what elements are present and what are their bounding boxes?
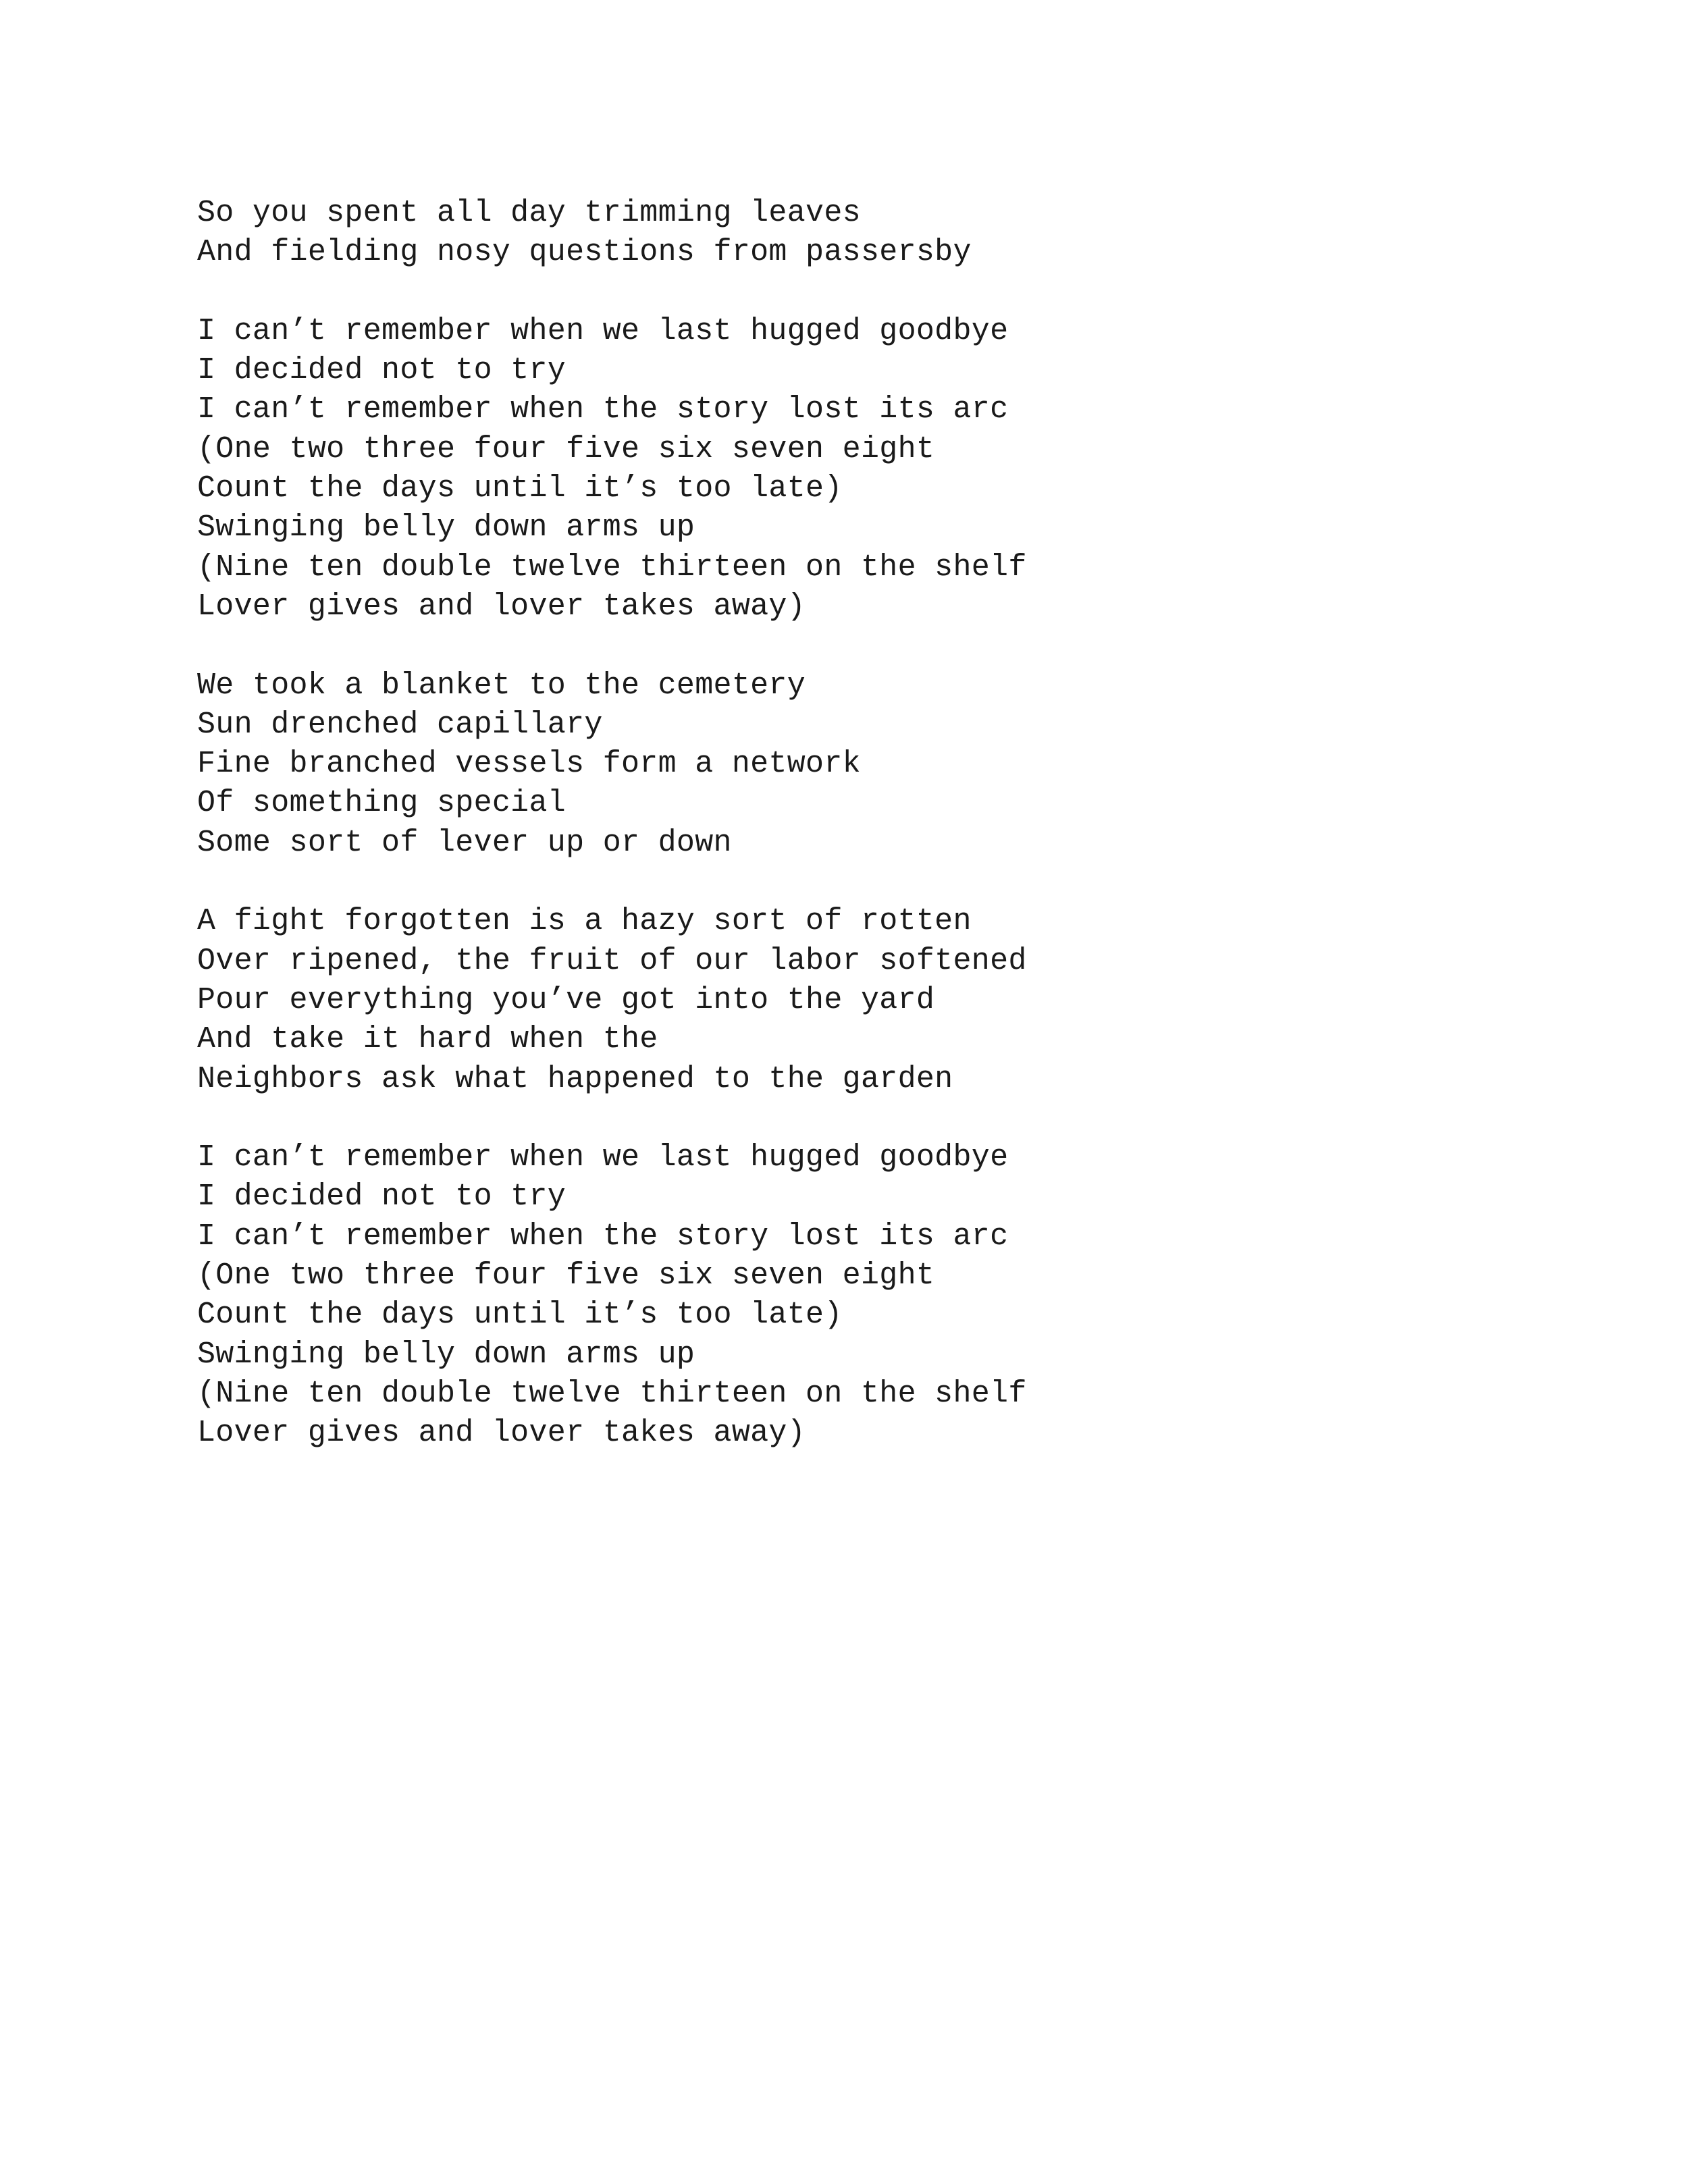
stanza-1 bbox=[197, 194, 1548, 273]
lyric-line: (Nine ten double twelve thirteen on the shelf bbox=[197, 550, 1027, 585]
lyric-line: I can’t remember when we last hugged goodbye bbox=[197, 1140, 1009, 1175]
stanza-break bbox=[197, 627, 1548, 666]
lyric-line: Swinging belly down arms up bbox=[197, 510, 695, 545]
lyric-line: Sun drenched capillary bbox=[197, 707, 603, 742]
stanza-2 bbox=[197, 312, 1548, 627]
lyric-line: Swinging belly down arms up bbox=[197, 1337, 695, 1372]
lyric-line: Some sort of lever up or down bbox=[197, 825, 732, 860]
stanza-5 bbox=[197, 1138, 1548, 1453]
lyric-line: I can’t remember when we last hugged goodbye bbox=[197, 313, 1009, 348]
stanza-break bbox=[197, 863, 1548, 902]
lyric-line: A fight forgotten is a hazy sort of rotten bbox=[197, 904, 972, 939]
lyric-line: I can’t remember when the story lost its arc bbox=[197, 1219, 1009, 1254]
lyric-line: Over ripened, the fruit of our labor softened bbox=[197, 943, 1027, 978]
stanza-4 bbox=[197, 902, 1548, 1098]
lyrics-body bbox=[197, 194, 1548, 1454]
lyric-line: (Nine ten double twelve thirteen on the shelf bbox=[197, 1376, 1027, 1411]
lyric-line: And fielding nosy questions from passersby bbox=[197, 235, 972, 270]
lyric-line: I decided not to try bbox=[197, 1179, 566, 1215]
lyric-line: Count the days until it’s too late) bbox=[197, 1298, 843, 1333]
stanza-3 bbox=[197, 666, 1548, 863]
lyric-line: Neighbors ask what happened to the garden bbox=[197, 1061, 953, 1096]
lyric-line: (One two three four five six seven eight bbox=[197, 431, 935, 467]
lyric-line: Lover gives and lover takes away) bbox=[197, 1416, 806, 1451]
lyric-line: (One two three four five six seven eight bbox=[197, 1258, 935, 1294]
lyric-line: So you spent all day trimming leaves bbox=[197, 196, 861, 230]
lyric-line: We took a blanket to the cemetery bbox=[197, 668, 806, 703]
lyric-line: And take it hard when the bbox=[197, 1022, 658, 1057]
lyric-line: Of something special bbox=[197, 786, 566, 821]
stanza-break bbox=[197, 1099, 1548, 1138]
lyric-line: Pour everything you’ve got into the yard bbox=[197, 982, 935, 1017]
lyric-line: I can’t remember when the story lost its arc bbox=[197, 392, 1009, 427]
lyric-line: Count the days until it’s too late) bbox=[197, 471, 843, 506]
lyric-line: I decided not to try bbox=[197, 353, 566, 388]
lyric-line: Fine branched vessels form a network bbox=[197, 747, 861, 782]
stanza-break bbox=[197, 273, 1548, 312]
lyric-line: Lover gives and lover takes away) bbox=[197, 589, 806, 624]
